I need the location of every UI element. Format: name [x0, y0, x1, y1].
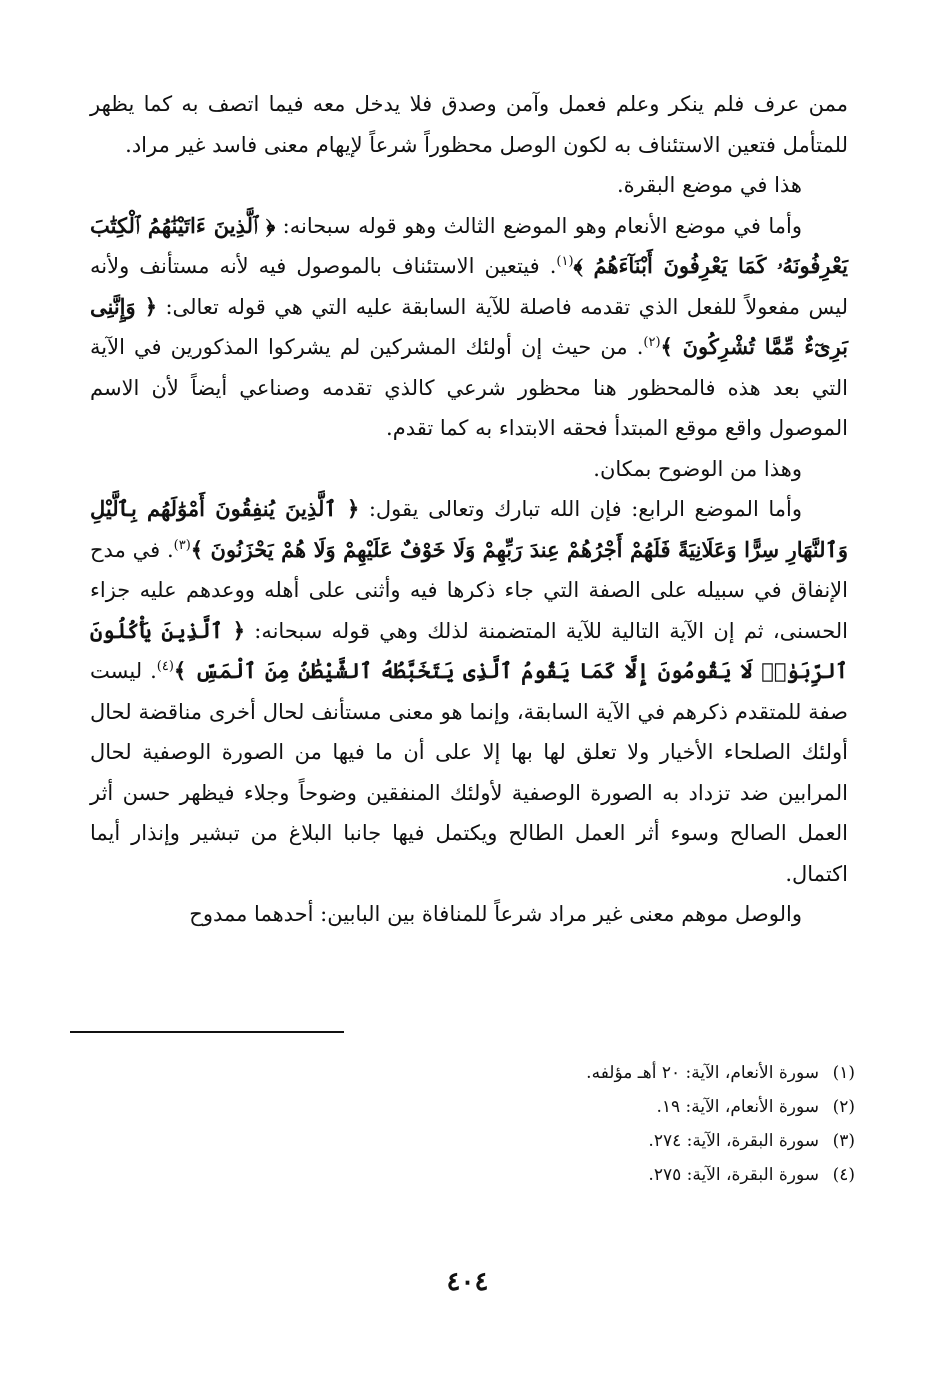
body-text [90, 84, 848, 935]
paragraph-text: هذا في موضع البقرة. [616, 173, 802, 197]
paragraph-text: . في مدح الإنفاق في سبيله على الصفة التي جاء ذكرها فيه وأثنى على أهله ووعدهم عليه جزاء الحسنى، ثم إن الآية التالية للآية المتضمنة لذلك وهي قوله سبحانه: [90, 537, 848, 643]
paragraph-text: وأما في موضع الأنعام وهو الموضع الثالث وهو قوله سبحانه: [275, 213, 802, 238]
footnote-reference: (٤) [156, 659, 174, 674]
paragraph-text: ممن عرف فلم ينكر وعلم فعمل وآمن وصدق فلا يدخل معه فيما اتصف به كما يظهر للمتأمل فتعين الاستئناف به لكون الوصل محظوراً شرعاً لإيهام معنى فاسد غير مراد. [90, 92, 848, 157]
footnote-2 [355, 1090, 855, 1124]
footnote-text: سورة الأنعام، الآية: ٢٠ أهـ مؤلفه. [586, 1063, 819, 1083]
footnote-separator [70, 1031, 344, 1033]
footnote-number: (٢) [832, 1097, 855, 1117]
footnote-number: (٤) [832, 1165, 855, 1185]
paragraph [90, 165, 848, 206]
main-text [90, 84, 848, 935]
footnote-text: سورة البقرة، الآية: ٢٧٥. [648, 1165, 819, 1185]
footnote-text: سورة الأنعام، الآية: ١٩. [656, 1097, 819, 1117]
page-number: ٤٠٤ [446, 1267, 489, 1297]
quran-verse: ﴿ ٱلَّذِينَ يُنفِقُونَ أَمْوَٰلَهُم بِٱلَّيْلِ وَٱلنَّهَارِ سِرًّا وَعَلَانِيَةً فَلَهُمْ أَجْرُهُمْ عِندَ رَبِّهِمْ وَلَا خَوْفٌ عَلَيْهِمْ وَلَا هُمْ يَحْزَنُونَ ﴾ [90, 496, 848, 562]
paragraph [90, 206, 848, 449]
footnote-4 [355, 1158, 855, 1192]
footnote-number: (٣) [832, 1131, 855, 1151]
footnote-number: (١) [832, 1063, 855, 1083]
paragraph-text: وهذا من الوضوح بمكان. [593, 456, 802, 481]
paragraph [90, 84, 848, 165]
paragraph-text: . من حيث إن أولئك المشركين لم يشركوا المذكورين في الآية التي بعد هذه فالمحظور هنا محظور شرعي كالذي تقدمه وصناعي أيضاً لأن الاسم الموصول واقع موقع المبتدأ فحقه الابتداء به كما تقدم. [90, 335, 848, 440]
footnote-3 [355, 1124, 855, 1158]
footnote-reference: (٢) [643, 335, 661, 350]
quran-verse: ﴿ وَإِنَّنِى بَرِىٓءٌ مِّمَّا تُشْرِكُونَ ﴾ [90, 293, 848, 359]
paragraph-text: . فيتعين الاستئناف بالموصول فيه لأنه مستأنف ولأنه ليس مفعولاً للفعل الذي تقدمه فاصلة للآية السابقة عليه التي هي قوله تعالى: [90, 254, 848, 319]
paragraph-text: والوصل موهم معنى غير مراد شرعاً للمنافاة بين البابين: أحدهما ممدوح [189, 902, 802, 926]
paragraph-text: . ليست صفة للمتقدم ذكرهم في الآية السابقة، وإنما هو معنى مستأنف لحال أخرى مناقضة لحال أولئك الصلحاء الأخيار ولا تعلق لها بها إلا على أن ما فيها من الصورة الوصفية لحال المرابين ضد تزداد به الصورة الوصفية لأولئك المنفقين وضوحاً وجلاء فيظهر حسن أثر العمل الصالح وسوء أثر العمل الطالح ويكتمل فيها جانبا البلاغ من تبشير وإنذار أيما اكتمال. [90, 659, 848, 886]
footnote-text: سورة البقرة، الآية: ٢٧٤. [648, 1131, 819, 1151]
paragraph [90, 449, 848, 490]
footnote-reference: (١) [556, 254, 574, 269]
footnote-1 [355, 1056, 855, 1090]
footnote-reference: (٣) [173, 537, 191, 553]
paragraph-text: وأما الموضع الرابع: فإن الله تبارك وتعالى يقول: [359, 497, 802, 521]
footnotes [355, 1056, 855, 1192]
paragraph [90, 894, 848, 935]
quran-verse: ﴿ ٱلَّذِينَ يَأْكُلُونَ ٱلرِّبَوٰا۟ لَا يَقُومُونَ إِلَّا كَمَا يَقُومُ ٱلَّذِى يَتَخَبَّطُهُ ٱلشَّيْطَٰنُ مِنَ ٱلْمَسِّ ﴾ [90, 617, 848, 683]
quran-verse: ﴿ ٱلَّذِينَ ءَاتَيْنَٰهُمُ ٱلْكِتَٰبَ يَعْرِفُونَهُۥ كَمَا يَعْرِفُونَ أَبْنَآءَهُمُ ﴾ [90, 212, 848, 278]
paragraph [90, 489, 848, 894]
